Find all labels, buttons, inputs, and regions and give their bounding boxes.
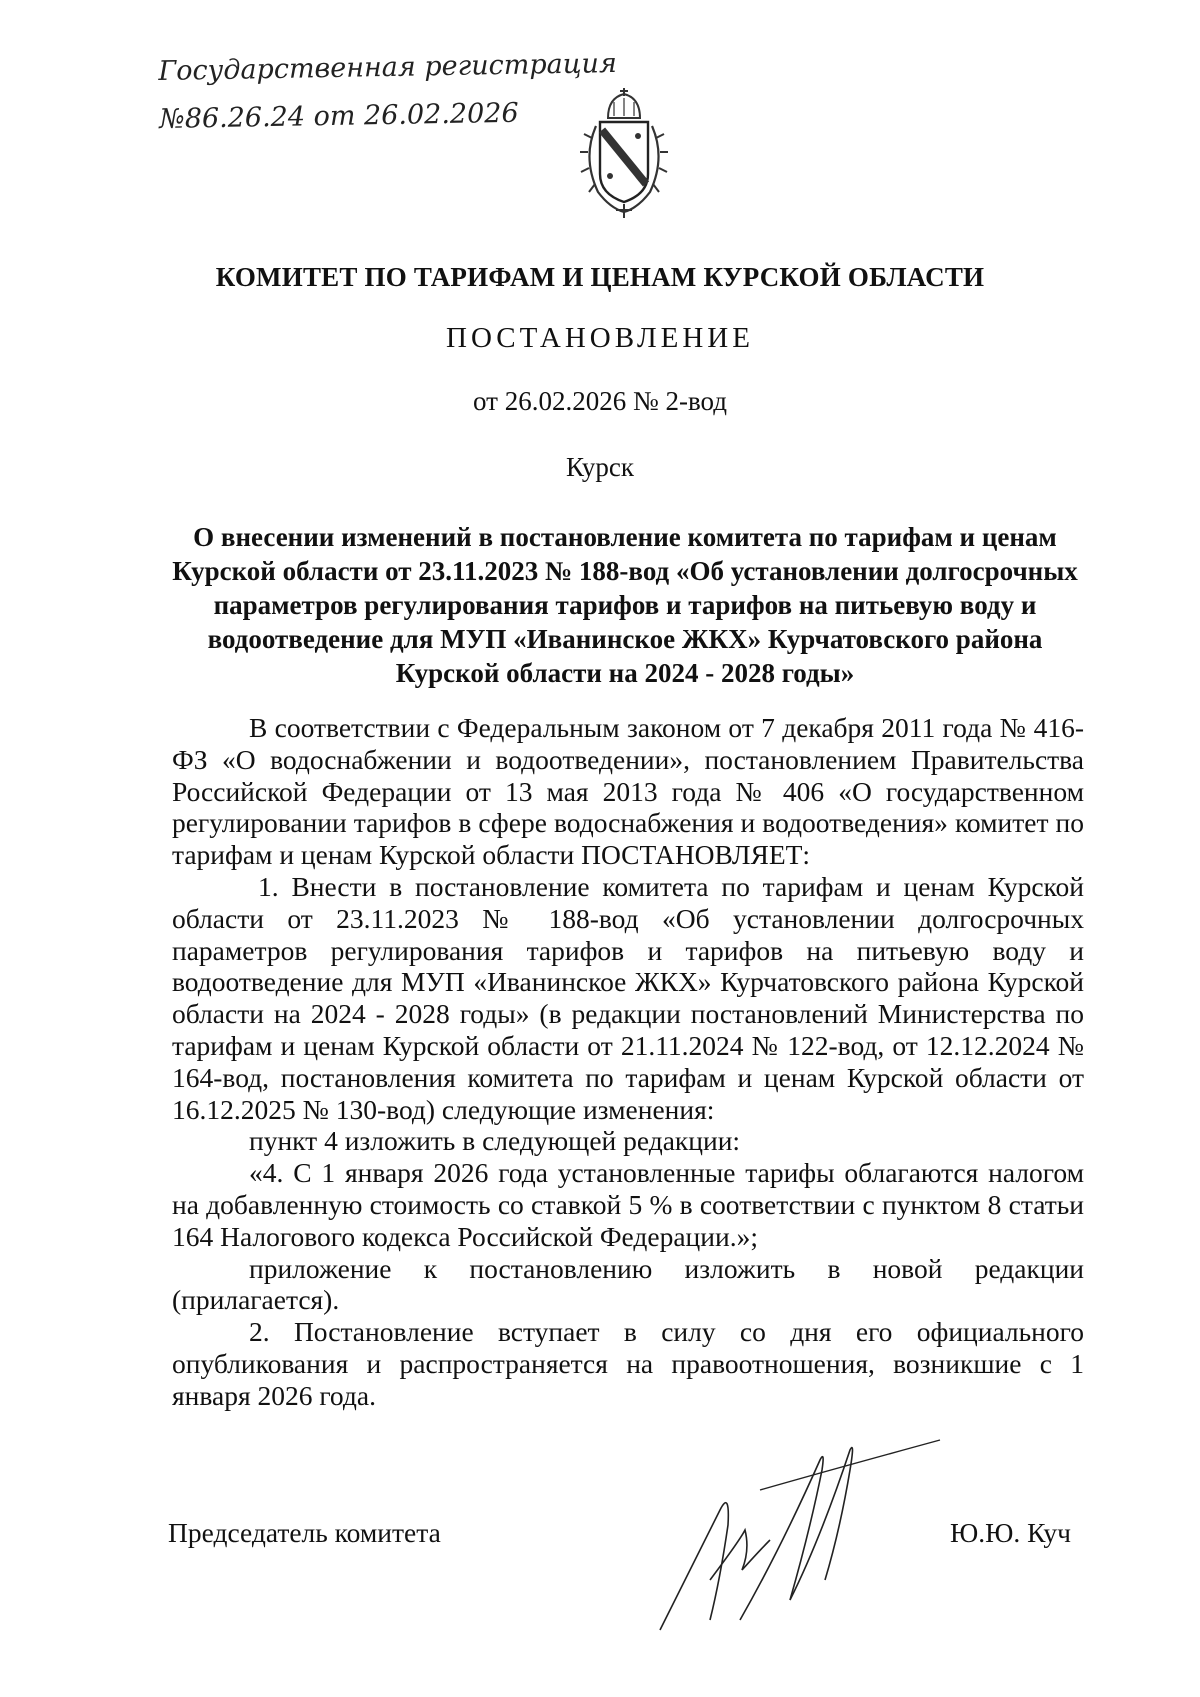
item-2-paragraph: 2. Постановление вступает в силу со дня его официального опубликования и распространяется на правоотношения, возникшие с 1 января 2026 года. [172, 1316, 1084, 1411]
item-1-b-paragraph: «4. С 1 января 2026 года установленные тарифы облагаются налогом на добавленную стоимость со ставкой 5 % в соответствии с пунктом 8 статьи 164 Налогового кодекса Российской Федерации.»; [172, 1157, 1084, 1252]
kursk-coat-of-arms-icon [578, 88, 670, 218]
handwritten-signature [650, 1430, 950, 1640]
item-1-paragraph: 1. Внести в постановление комитета по тарифам и ценам Курской области от 23.11.2023 № 188-вод «Об установлении долгосрочных параметров регулирования тарифов и тарифов на питьевую воду и водоотведение для МУП «Иванинское ЖКХ» Курчатовского района Курской области на 2024 - 2028 годы» (в редакции постановлений Министерства по тарифам и ценам Курской области от 21.11.2024 № 122-вод, от 12.12.2024 № 164-вод, постановления комитета по тарифам и ценам Курской области от 16.12.2025 № 130-вод) следующие изменения: [172, 870, 1084, 1125]
document-city: Курск [565, 452, 635, 482]
document-type: ПОСТАНОВЛЕНИЕ [446, 322, 754, 354]
registration-note-line2: №86.26.24 от 26.02.2026 [158, 97, 519, 135]
document-date-number: от 26.02.2026 № 2-вод [473, 386, 727, 416]
item-1-a-paragraph: пункт 4 изложить в следующей редакции: [249, 1125, 741, 1157]
signatory-role: Председатель комитета [168, 1517, 441, 1548]
preamble-paragraph: В соответствии с Федеральным законом от 7 декабря 2011 года № 416-ФЗ «О водоснабжении и водоотведении», постановлением Правительства Российской Федерации от 13 мая 2013 года № 406 «О государственном регулировании тарифов в сфере водоснабжения и водоотведения» комитет по тарифам и ценам Курской области ПОСТАНОВЛЯЕТ: [172, 712, 1084, 871]
item-1-c-paragraph: приложение к постановлению изложить в новой редакции (прилагается). [172, 1252, 1084, 1316]
registration-note [158, 40, 618, 144]
document-title: О внесении изменений в постановление комитета по тарифам и ценам Курской области от 23.11.2023 № 188-вод «Об установлении долгосрочных параметров регулирования тарифов и тарифов на питьевую воду и водоотведение для МУП «Иванинское ЖКХ» Курчатовского района Курской области на 2024 - 2028 годы» [172, 522, 1078, 688]
registration-note-line1: Государственная регистрация [158, 47, 618, 87]
signatory-name: Ю.Ю. Куч [950, 1517, 1072, 1548]
document-body [172, 712, 1084, 1412]
organization-name: КОМИТЕТ ПО ТАРИФАМ И ЦЕНАМ КУРСКОЙ ОБЛАСТИ [215, 262, 985, 292]
